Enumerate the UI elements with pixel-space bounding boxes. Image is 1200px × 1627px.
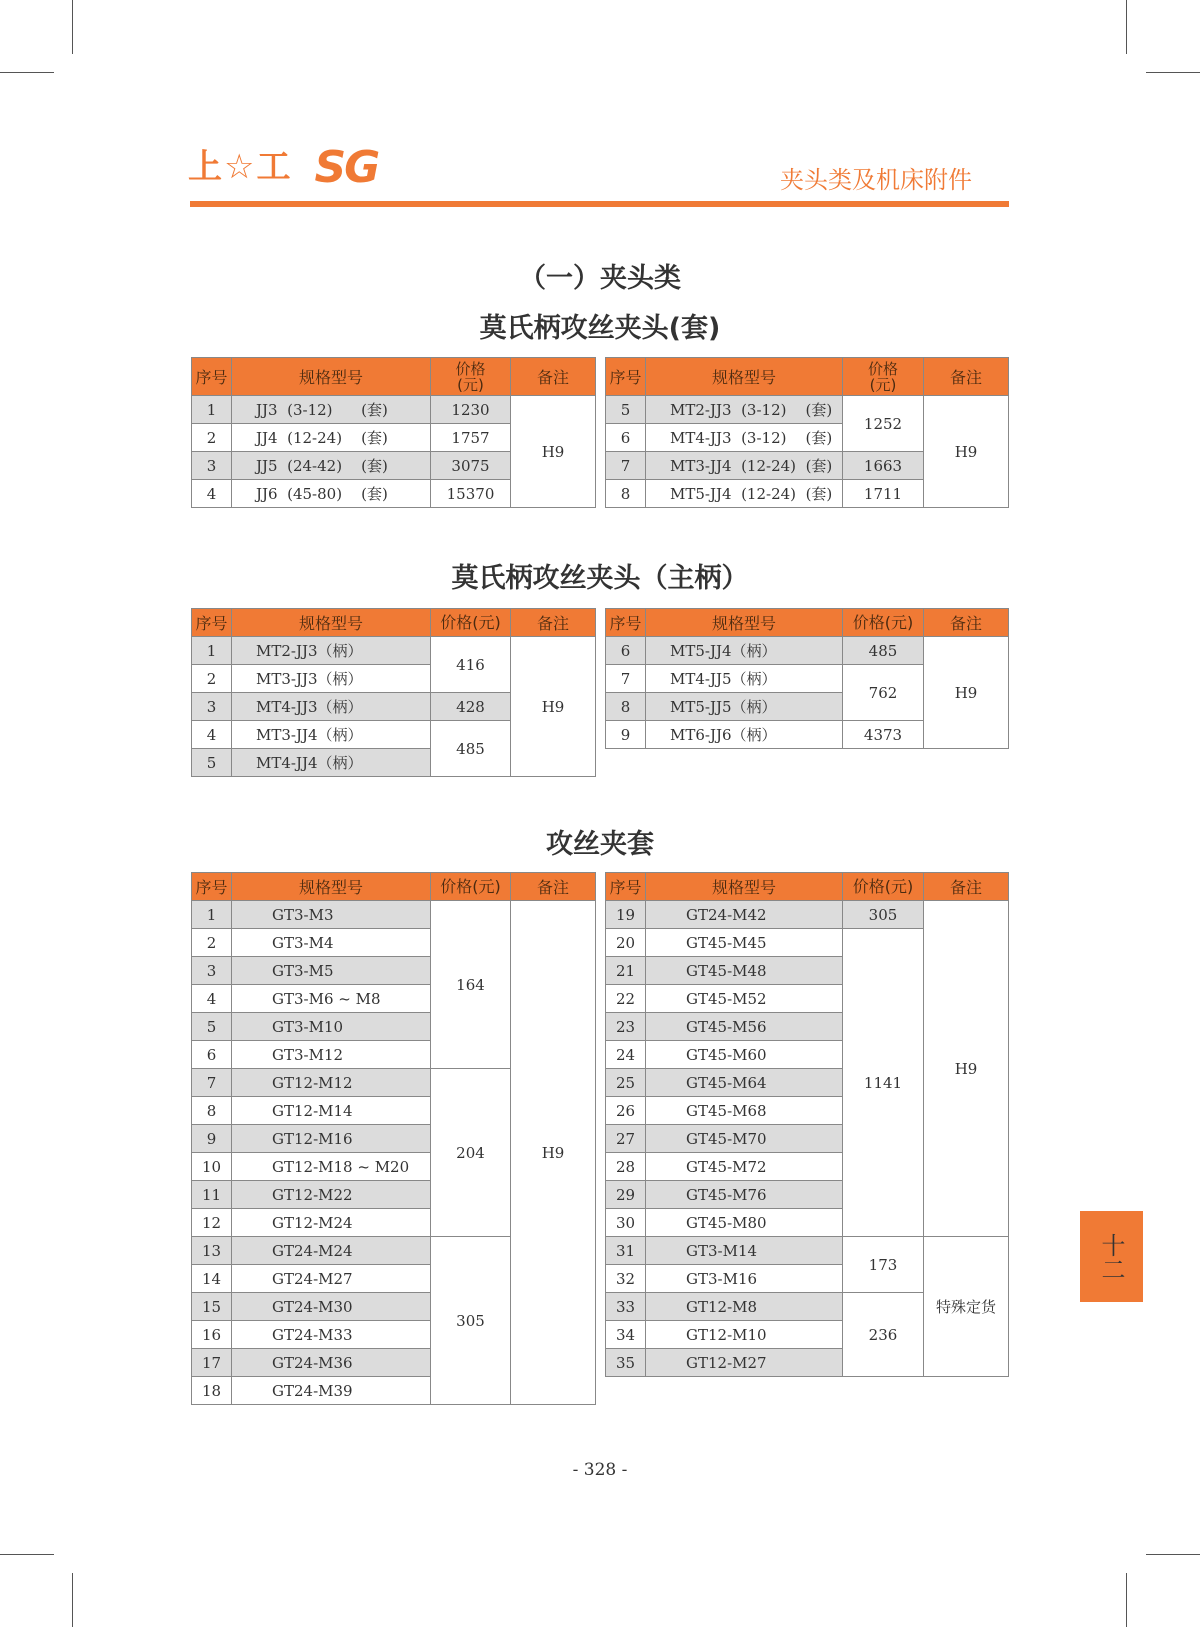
remark-cell: H9: [511, 637, 596, 777]
col-header-price: 价格 (元): [431, 358, 511, 396]
price-cell: 1141: [843, 929, 924, 1237]
table-row: [606, 901, 1009, 929]
seq-cell: 35: [606, 1349, 646, 1377]
spec-cell: GT45-M68: [646, 1097, 843, 1125]
seq-cell: 23: [606, 1013, 646, 1041]
seq-cell: 9: [192, 1125, 232, 1153]
t2-left-table: [191, 608, 596, 777]
seq-cell: 29: [606, 1181, 646, 1209]
seq-cell: 12: [192, 1209, 232, 1237]
header-rule: [190, 201, 1009, 207]
seq-cell: 4: [192, 480, 232, 508]
table2-title: 莫氏柄攻丝夹头（主柄）: [451, 563, 749, 594]
section-title: 夹头类及机床附件: [780, 166, 972, 194]
page-number: - 328 -: [572, 1460, 628, 1480]
remark-cell: H9: [924, 396, 1009, 508]
col-header-spec: 规格型号: [232, 609, 431, 637]
col-header-spec: 规格型号: [646, 358, 843, 396]
spec-cell: JJ6 (45-80) (套): [232, 480, 431, 508]
seq-cell: 28: [606, 1153, 646, 1181]
table-row: [606, 637, 1009, 665]
spec-cell: MT3-JJ3（柄）: [232, 665, 431, 693]
spec-cell: MT2-JJ3 (3-12) (套): [646, 396, 843, 424]
spec-cell: GT24-M24: [232, 1237, 431, 1265]
spec-cell: MT4-JJ4（柄）: [232, 749, 431, 777]
price-cell: 416: [431, 637, 511, 693]
col-header-price: 价格(元): [431, 609, 511, 637]
spec-cell: MT4-JJ5（柄）: [646, 665, 843, 693]
t1-right-table: [605, 357, 1009, 508]
seq-cell: 33: [606, 1293, 646, 1321]
seq-cell: 5: [606, 396, 646, 424]
col-header-seq: 序号: [192, 873, 232, 901]
crop-mark: [1146, 1554, 1200, 1555]
seq-cell: 3: [192, 693, 232, 721]
col-header-seq: 序号: [606, 609, 646, 637]
spec-cell: GT3-M16: [646, 1265, 843, 1293]
spec-cell: MT5-JJ4（柄）: [646, 637, 843, 665]
price-cell: 305: [843, 901, 924, 929]
spec-cell: GT45-M45: [646, 929, 843, 957]
spec-cell: GT3-M3: [232, 901, 431, 929]
category-heading: （一）夹头类: [519, 263, 681, 294]
spec-cell: MT2-JJ3（柄）: [232, 637, 431, 665]
spec-cell: JJ3 (3-12) (套): [232, 396, 431, 424]
seq-cell: 1: [192, 637, 232, 665]
seq-cell: 8: [606, 480, 646, 508]
spec-cell: GT24-M42: [646, 901, 843, 929]
crop-mark: [0, 72, 54, 73]
col-header-price: 价格(元): [843, 873, 924, 901]
seq-cell: 6: [606, 637, 646, 665]
price-cell: 762: [843, 665, 924, 721]
seq-cell: 7: [606, 452, 646, 480]
logo-chinese: 上☆工: [188, 147, 293, 187]
spec-cell: MT5-JJ5（柄）: [646, 693, 843, 721]
seq-cell: 2: [192, 665, 232, 693]
seq-cell: 2: [192, 929, 232, 957]
spec-cell: MT3-JJ4 (12-24) (套): [646, 452, 843, 480]
col-header-remark: 备注: [924, 873, 1009, 901]
chapter-tab[interactable]: 十二: [1080, 1211, 1143, 1302]
crop-mark: [1126, 0, 1127, 54]
price-cell: 4373: [843, 721, 924, 749]
spec-cell: GT45-M48: [646, 957, 843, 985]
spec-cell: GT45-M72: [646, 1153, 843, 1181]
seq-cell: 14: [192, 1265, 232, 1293]
spec-cell: GT12-M12: [232, 1069, 431, 1097]
price-cell: 1663: [843, 452, 924, 480]
seq-cell: 27: [606, 1125, 646, 1153]
seq-cell: 7: [192, 1069, 232, 1097]
spec-cell: GT3-M4: [232, 929, 431, 957]
table-row: [192, 396, 596, 424]
seq-cell: 13: [192, 1237, 232, 1265]
price-cell: 1230: [431, 396, 511, 424]
spec-cell: GT24-M39: [232, 1377, 431, 1405]
seq-cell: 4: [192, 985, 232, 1013]
col-header-spec: 规格型号: [232, 873, 431, 901]
seq-cell: 17: [192, 1349, 232, 1377]
price-cell: 204: [431, 1069, 511, 1237]
spec-cell: GT12-M18 ~ M20: [232, 1153, 431, 1181]
seq-cell: 2: [192, 424, 232, 452]
spec-cell: MT3-JJ4（柄）: [232, 721, 431, 749]
seq-cell: 15: [192, 1293, 232, 1321]
spec-cell: GT45-M70: [646, 1125, 843, 1153]
col-header-seq: 序号: [606, 873, 646, 901]
t3-right-table: [605, 872, 1009, 1377]
seq-cell: 26: [606, 1097, 646, 1125]
col-header-price: 价格 (元): [843, 358, 924, 396]
seq-cell: 22: [606, 985, 646, 1013]
crop-mark: [1146, 72, 1200, 73]
crop-mark: [72, 1573, 73, 1627]
spec-cell: JJ5 (24-42) (套): [232, 452, 431, 480]
table-row: [606, 396, 1009, 424]
spec-cell: GT45-M64: [646, 1069, 843, 1097]
table-row: [192, 901, 596, 929]
spec-cell: GT45-M76: [646, 1181, 843, 1209]
seq-cell: 16: [192, 1321, 232, 1349]
table-row: [606, 1237, 1009, 1265]
price-cell: 3075: [431, 452, 511, 480]
seq-cell: 5: [192, 1013, 232, 1041]
brand-logo: [188, 142, 379, 193]
remark-cell: H9: [511, 901, 596, 1405]
spec-cell: GT12-M10: [646, 1321, 843, 1349]
price-cell: 15370: [431, 480, 511, 508]
seq-cell: 8: [192, 1097, 232, 1125]
spec-cell: GT3-M12: [232, 1041, 431, 1069]
price-cell: 485: [431, 721, 511, 777]
seq-cell: 20: [606, 929, 646, 957]
t1-left-table: [191, 357, 596, 508]
table3-title: 攻丝夹套: [546, 829, 654, 860]
seq-cell: 5: [192, 749, 232, 777]
table1-title: 莫氏柄攻丝夹头(套): [479, 313, 721, 344]
remark-cell: 特殊定货: [924, 1237, 1009, 1377]
seq-cell: 9: [606, 721, 646, 749]
col-header-spec: 规格型号: [646, 873, 843, 901]
t2-right-table: [605, 608, 1009, 749]
spec-cell: MT4-JJ3 (3-12) (套): [646, 424, 843, 452]
spec-cell: GT12-M16: [232, 1125, 431, 1153]
col-header-seq: 序号: [192, 609, 232, 637]
col-header-spec: 规格型号: [646, 609, 843, 637]
spec-cell: MT5-JJ4 (12-24) (套): [646, 480, 843, 508]
t3-left-table: [191, 872, 596, 1405]
spec-cell: GT12-M24: [232, 1209, 431, 1237]
spec-cell: GT12-M8: [646, 1293, 843, 1321]
seq-cell: 25: [606, 1069, 646, 1097]
seq-cell: 11: [192, 1181, 232, 1209]
col-header-remark: 备注: [924, 358, 1009, 396]
spec-cell: GT3-M6 ~ M8: [232, 985, 431, 1013]
seq-cell: 10: [192, 1153, 232, 1181]
spec-cell: GT45-M60: [646, 1041, 843, 1069]
seq-cell: 21: [606, 957, 646, 985]
seq-cell: 6: [606, 424, 646, 452]
spec-cell: GT3-M5: [232, 957, 431, 985]
spec-cell: GT45-M52: [646, 985, 843, 1013]
spec-cell: GT45-M56: [646, 1013, 843, 1041]
col-header-remark: 备注: [511, 609, 596, 637]
price-cell: 164: [431, 901, 511, 1069]
crop-mark: [0, 1554, 54, 1555]
price-cell: 1711: [843, 480, 924, 508]
price-cell: 305: [431, 1237, 511, 1405]
price-cell: 1757: [431, 424, 511, 452]
spec-cell: MT6-JJ6（柄）: [646, 721, 843, 749]
col-header-remark: 备注: [511, 358, 596, 396]
seq-cell: 3: [192, 957, 232, 985]
price-cell: 485: [843, 637, 924, 665]
spec-cell: MT4-JJ3（柄）: [232, 693, 431, 721]
seq-cell: 18: [192, 1377, 232, 1405]
spec-cell: GT45-M80: [646, 1209, 843, 1237]
price-cell: 236: [843, 1293, 924, 1377]
seq-cell: 19: [606, 901, 646, 929]
seq-cell: 7: [606, 665, 646, 693]
spec-cell: GT24-M27: [232, 1265, 431, 1293]
col-header-spec: 规格型号: [232, 358, 431, 396]
seq-cell: 1: [192, 901, 232, 929]
table-row: [192, 637, 596, 665]
seq-cell: 6: [192, 1041, 232, 1069]
col-header-remark: 备注: [924, 609, 1009, 637]
remark-cell: H9: [924, 637, 1009, 749]
price-cell: 428: [431, 693, 511, 721]
spec-cell: GT12-M27: [646, 1349, 843, 1377]
col-header-seq: 序号: [192, 358, 232, 396]
col-header-remark: 备注: [511, 873, 596, 901]
spec-cell: GT3-M10: [232, 1013, 431, 1041]
spec-cell: GT24-M36: [232, 1349, 431, 1377]
price-cell: 173: [843, 1237, 924, 1293]
seq-cell: 30: [606, 1209, 646, 1237]
remark-cell: H9: [924, 901, 1009, 1237]
seq-cell: 4: [192, 721, 232, 749]
seq-cell: 32: [606, 1265, 646, 1293]
crop-mark: [1126, 1573, 1127, 1627]
remark-cell: H9: [511, 396, 596, 508]
spec-cell: GT3-M14: [646, 1237, 843, 1265]
logo-sg: SG: [314, 142, 379, 193]
spec-cell: JJ4 (12-24) (套): [232, 424, 431, 452]
seq-cell: 8: [606, 693, 646, 721]
col-header-seq: 序号: [606, 358, 646, 396]
crop-mark: [72, 0, 73, 54]
price-cell: 1252: [843, 396, 924, 452]
spec-cell: GT12-M14: [232, 1097, 431, 1125]
seq-cell: 31: [606, 1237, 646, 1265]
seq-cell: 24: [606, 1041, 646, 1069]
seq-cell: 1: [192, 396, 232, 424]
seq-cell: 34: [606, 1321, 646, 1349]
spec-cell: GT12-M22: [232, 1181, 431, 1209]
col-header-price: 价格(元): [431, 873, 511, 901]
seq-cell: 3: [192, 452, 232, 480]
spec-cell: GT24-M30: [232, 1293, 431, 1321]
spec-cell: GT24-M33: [232, 1321, 431, 1349]
col-header-price: 价格(元): [843, 609, 924, 637]
